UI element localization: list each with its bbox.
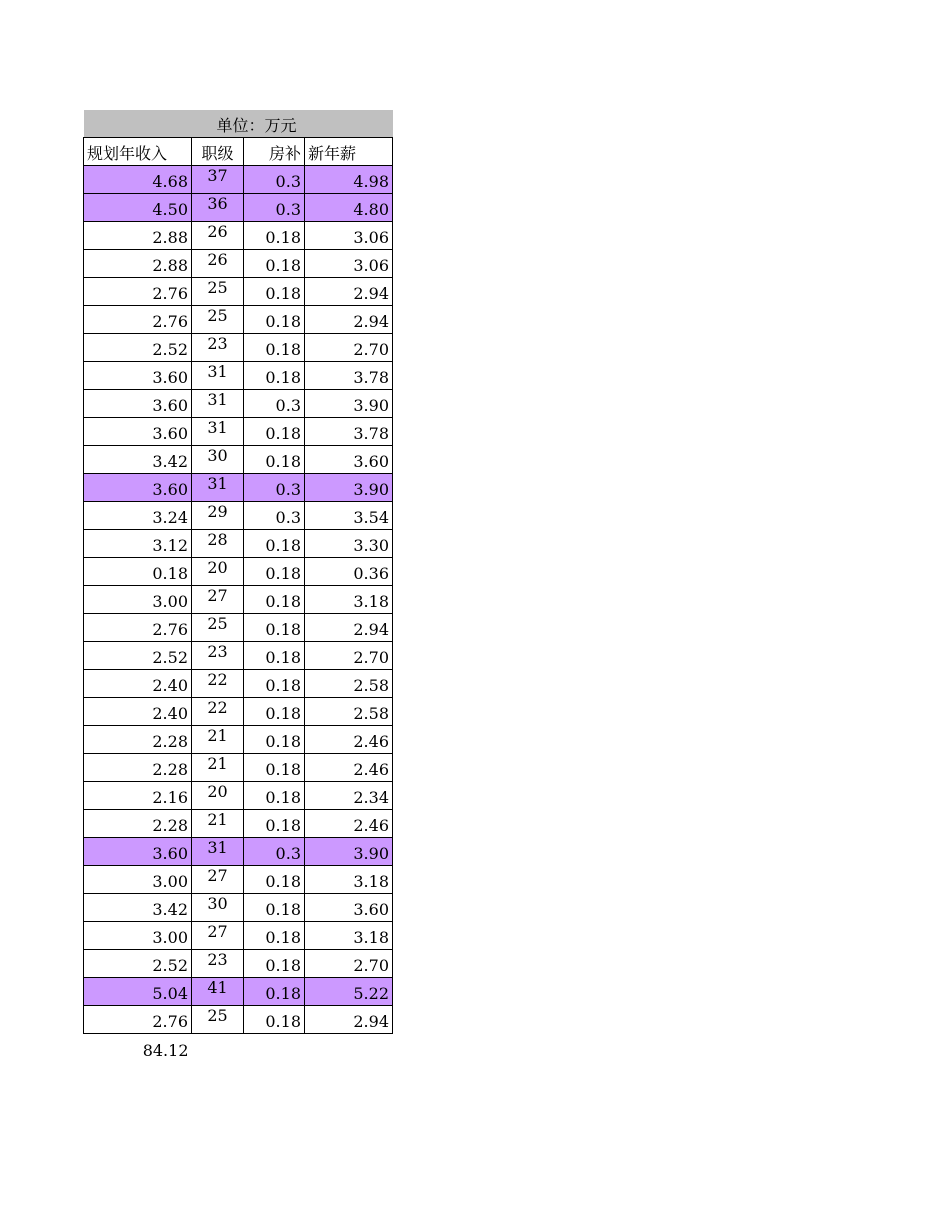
cell-grade[interactable]: 25 (192, 278, 244, 306)
table-row (84, 362, 393, 390)
table-row (84, 166, 393, 194)
cell-income[interactable]: 3.60 (84, 838, 192, 866)
cell-salary[interactable]: 2.58 (305, 670, 393, 698)
cell-grade[interactable]: 21 (192, 754, 244, 782)
cell-grade[interactable]: 26 (192, 250, 244, 278)
cell-housing[interactable]: 0.18 (244, 922, 305, 950)
cell-housing[interactable]: 0.18 (244, 1006, 305, 1034)
table-row (84, 782, 393, 810)
cell-income[interactable]: 2.76 (84, 306, 192, 334)
cell-income[interactable]: 3.12 (84, 530, 192, 558)
cell-grade[interactable]: 31 (192, 474, 244, 502)
cell-salary[interactable]: 3.78 (305, 418, 393, 446)
cell-grade[interactable]: 31 (192, 418, 244, 446)
cell-grade[interactable]: 30 (192, 446, 244, 474)
cell-housing[interactable]: 0.18 (244, 278, 305, 306)
cell-salary[interactable]: 4.98 (305, 166, 393, 194)
table-row (84, 838, 393, 866)
cell-housing[interactable]: 0.3 (244, 502, 305, 530)
cell-housing[interactable]: 0.18 (244, 642, 305, 670)
cell-salary[interactable]: 2.46 (305, 726, 393, 754)
total-income[interactable]: 84.12 (142, 1041, 189, 1060)
cell-housing[interactable]: 0.18 (244, 306, 305, 334)
cell-housing[interactable]: 0.3 (244, 390, 305, 418)
cell-grade[interactable]: 21 (192, 810, 244, 838)
header-grade[interactable]: 职级 (192, 138, 244, 166)
cell-grade[interactable]: 37 (192, 166, 244, 194)
table-row (84, 474, 393, 502)
cell-grade[interactable]: 23 (192, 642, 244, 670)
cell-housing[interactable]: 0.3 (244, 838, 305, 866)
cell-grade[interactable]: 27 (192, 866, 244, 894)
cell-grade[interactable]: 27 (192, 922, 244, 950)
table-row (84, 278, 393, 306)
cell-salary[interactable]: 3.54 (305, 502, 393, 530)
cell-salary[interactable]: 3.06 (305, 222, 393, 250)
cell-salary[interactable]: 3.30 (305, 530, 393, 558)
cell-housing[interactable]: 0.18 (244, 446, 305, 474)
cell-salary[interactable]: 2.58 (305, 698, 393, 726)
header-row (84, 138, 393, 166)
cell-grade[interactable]: 23 (192, 334, 244, 362)
table-row (84, 418, 393, 446)
cell-housing[interactable]: 0.18 (244, 726, 305, 754)
cell-grade[interactable]: 25 (192, 1006, 244, 1034)
cell-housing[interactable]: 0.18 (244, 614, 305, 642)
table-row (84, 390, 393, 418)
table-row (84, 446, 393, 474)
cell-grade[interactable]: 36 (192, 194, 244, 222)
cell-housing[interactable]: 0.18 (244, 558, 305, 586)
table-row (84, 614, 393, 642)
cell-salary[interactable]: 3.06 (305, 250, 393, 278)
cell-income[interactable]: 0.18 (84, 558, 192, 586)
cell-grade[interactable]: 31 (192, 390, 244, 418)
cell-salary[interactable]: 3.18 (305, 866, 393, 894)
cell-salary[interactable]: 2.34 (305, 782, 393, 810)
cell-income[interactable]: 2.28 (84, 726, 192, 754)
table-row (84, 558, 393, 586)
cell-income[interactable]: 2.76 (84, 614, 192, 642)
cell-income[interactable]: 2.16 (84, 782, 192, 810)
header-income[interactable]: 规划年收入 (84, 138, 192, 166)
cell-income[interactable]: 2.76 (84, 1006, 192, 1034)
table-row (84, 670, 393, 698)
table-row (84, 194, 393, 222)
cell-housing[interactable]: 0.18 (244, 810, 305, 838)
cell-income[interactable]: 3.42 (84, 894, 192, 922)
cell-grade[interactable]: 31 (192, 362, 244, 390)
cell-salary[interactable]: 3.18 (305, 586, 393, 614)
table-row (84, 726, 393, 754)
table-row (84, 698, 393, 726)
cell-housing[interactable]: 0.18 (244, 334, 305, 362)
table-row (84, 306, 393, 334)
header-salary[interactable]: 新年薪 (305, 138, 393, 166)
empty-cell[interactable] (244, 1034, 305, 1063)
cell-housing[interactable]: 0.18 (244, 782, 305, 810)
table-row (84, 530, 393, 558)
cell-housing[interactable]: 0.18 (244, 362, 305, 390)
cell-grade[interactable]: 26 (192, 222, 244, 250)
cell-salary[interactable]: 3.90 (305, 390, 393, 418)
spreadsheet (83, 110, 393, 1062)
cell-housing[interactable]: 0.18 (244, 894, 305, 922)
cell-income[interactable]: 3.00 (84, 866, 192, 894)
cell-income[interactable]: 3.00 (84, 922, 192, 950)
cell-income[interactable]: 4.50 (84, 194, 192, 222)
cell-income[interactable]: 2.28 (84, 810, 192, 838)
cell-grade[interactable]: 25 (192, 614, 244, 642)
cell-housing[interactable]: 0.18 (244, 670, 305, 698)
cell-income[interactable]: 2.52 (84, 950, 192, 978)
table-row (84, 922, 393, 950)
cell-grade[interactable]: 29 (192, 502, 244, 530)
cell-housing[interactable]: 0.18 (244, 866, 305, 894)
cell-housing[interactable]: 0.18 (244, 978, 305, 1006)
cell-salary[interactable]: 4.80 (305, 194, 393, 222)
cell-housing[interactable]: 0.3 (244, 166, 305, 194)
cell-salary[interactable]: 3.18 (305, 922, 393, 950)
cell-income[interactable]: 5.04 (84, 978, 192, 1006)
cell-grade[interactable]: 25 (192, 306, 244, 334)
cell-income[interactable]: 2.88 (84, 222, 192, 250)
cell-salary[interactable]: 3.78 (305, 362, 393, 390)
cell-salary[interactable]: 2.46 (305, 754, 393, 782)
table-row (84, 642, 393, 670)
table-row (84, 754, 393, 782)
table-row (84, 1006, 393, 1034)
cell-grade[interactable]: 21 (192, 726, 244, 754)
cell-income[interactable]: 2.76 (84, 278, 192, 306)
table-row (84, 978, 393, 1006)
unit-label[interactable]: 单位：万元 (84, 110, 393, 138)
table-row (84, 866, 393, 894)
cell-housing[interactable]: 0.18 (244, 698, 305, 726)
cell-salary[interactable]: 3.60 (305, 894, 393, 922)
total-row (84, 1034, 393, 1063)
table-row (84, 222, 393, 250)
cell-salary[interactable]: 2.94 (305, 614, 393, 642)
cell-income[interactable]: 3.00 (84, 586, 192, 614)
cell-salary[interactable]: 3.90 (305, 474, 393, 502)
cell-housing[interactable]: 0.18 (244, 950, 305, 978)
cell-housing[interactable]: 0.3 (244, 194, 305, 222)
cell-housing[interactable]: 0.18 (244, 418, 305, 446)
table-row (84, 250, 393, 278)
cell-salary[interactable]: 2.70 (305, 642, 393, 670)
cell-grade[interactable]: 27 (192, 586, 244, 614)
cell-income[interactable]: 2.40 (84, 698, 192, 726)
cell-income[interactable]: 4.68 (84, 166, 192, 194)
cell-housing[interactable]: 0.18 (244, 250, 305, 278)
cell-income[interactable]: 3.42 (84, 446, 192, 474)
cell-grade[interactable]: 20 (192, 782, 244, 810)
cell-grade[interactable]: 20 (192, 558, 244, 586)
cell-salary[interactable]: 5.22 (305, 978, 393, 1006)
cell-grade[interactable]: 31 (192, 838, 244, 866)
cell-income[interactable]: 3.24 (84, 502, 192, 530)
salary-table (83, 110, 393, 1062)
cell-income[interactable]: 3.60 (84, 474, 192, 502)
cell-income[interactable]: 3.60 (84, 362, 192, 390)
table-row (84, 502, 393, 530)
cell-housing[interactable]: 0.18 (244, 586, 305, 614)
cell-housing[interactable]: 0.3 (244, 474, 305, 502)
cell-income[interactable]: 3.60 (84, 390, 192, 418)
cell-grade[interactable]: 30 (192, 894, 244, 922)
cell-salary[interactable]: 2.94 (305, 1006, 393, 1034)
cell-grade[interactable]: 22 (192, 670, 244, 698)
cell-income[interactable]: 3.60 (84, 418, 192, 446)
table-row (84, 950, 393, 978)
cell-salary[interactable]: 3.60 (305, 446, 393, 474)
cell-income[interactable]: 2.52 (84, 334, 192, 362)
cell-income[interactable]: 2.40 (84, 670, 192, 698)
cell-salary[interactable]: 2.94 (305, 278, 393, 306)
cell-salary[interactable]: 2.70 (305, 950, 393, 978)
table-row (84, 586, 393, 614)
cell-salary[interactable]: 3.90 (305, 838, 393, 866)
table-row (84, 334, 393, 362)
cell-housing[interactable]: 0.18 (244, 530, 305, 558)
cell-income[interactable]: 2.52 (84, 642, 192, 670)
cell-grade[interactable]: 23 (192, 950, 244, 978)
cell-income[interactable]: 2.28 (84, 754, 192, 782)
table-body (84, 166, 393, 1034)
cell-income[interactable]: 2.88 (84, 250, 192, 278)
empty-cell[interactable] (305, 1034, 393, 1063)
cell-housing[interactable]: 0.18 (244, 222, 305, 250)
header-housing[interactable]: 房补 (244, 138, 305, 166)
table-row (84, 810, 393, 838)
empty-cell[interactable] (192, 1034, 244, 1063)
cell-housing[interactable]: 0.18 (244, 754, 305, 782)
cell-salary[interactable]: 0.36 (305, 558, 393, 586)
table-row (84, 894, 393, 922)
cell-salary[interactable]: 2.94 (305, 306, 393, 334)
cell-grade[interactable]: 41 (192, 978, 244, 1006)
cell-salary[interactable]: 2.70 (305, 334, 393, 362)
cell-salary[interactable]: 2.46 (305, 810, 393, 838)
cell-grade[interactable]: 28 (192, 530, 244, 558)
unit-row (84, 110, 393, 138)
cell-grade[interactable]: 22 (192, 698, 244, 726)
